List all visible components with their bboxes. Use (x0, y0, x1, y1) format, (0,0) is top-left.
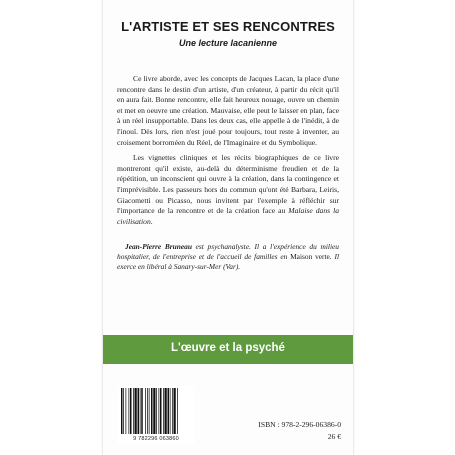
barcode-bar (174, 388, 176, 434)
book-subtitle: Une lecture lacanienne (178, 38, 278, 48)
barcode-bar (160, 388, 162, 434)
back-cover (103, 0, 353, 455)
barcode-bar (177, 388, 178, 434)
barcode-bar (159, 388, 160, 434)
barcode-bar (135, 388, 137, 434)
barcode-bar (140, 388, 141, 434)
barcode-bar (147, 388, 148, 434)
price: 26 € (327, 432, 341, 441)
blurb (117, 74, 339, 232)
blurb-paragraph-2-end: . (150, 216, 153, 226)
barcode-bar (145, 388, 146, 434)
barcode-bar (156, 388, 157, 434)
barcode-bar (123, 388, 124, 434)
author-bio-text-end: . Il exerce en libéral à Sanary-sur-Mer (Var). (117, 252, 339, 271)
isbn: ISBN : 978-2-296-06386-0 (258, 420, 341, 429)
blurb-book-reference: Malaise dans la civilisation (117, 206, 340, 226)
author-bio-text: est psychanalyste. Il a l'expérience du milieu hospitalier, de l'entreprise et de l'accueil de familles en (117, 242, 339, 261)
barcode-bar (163, 388, 164, 434)
blurb-paragraph-2 (117, 153, 339, 227)
blurb-paragraph-2-text: Les vignettes cliniques et les récits biographiques de ce livre montreront qu'il existe, au-delà du déterminisme freudien et de la répétition, un inconscient qui ouvre à la création, dans la contingence et l'imprévisible. Les passeurs hors du commun qu'ont été Barbara, Leiris, Giacometti ou Picasso, nous invitent par l'exemple à réfléchir sur l'importance de la rencontre et de la création face au (117, 153, 339, 216)
barcode-bar (126, 388, 127, 434)
barcode-bar (168, 388, 170, 434)
barcode-bar (151, 388, 153, 434)
barcode-bar (130, 388, 132, 434)
barcode-bar (138, 388, 140, 434)
blurb-paragraph-1: Ce livre aborde, avec les concepts de Jacques Lacan, la place d'une rencontre dans le destin d'un artiste, d'un créateur, à partir du récit qu'il en aura fait. Bonne rencontre, elle fait heureux nouage, ouvre un chemin et met en oeuvre une création. Mauvaise, elle peut le laisser en plan, face à un réel insupportable. Dans les deux cas, elle appelle à de l'inédit, à de l'inouï. Dès lors, rien n'est joué pour toujours, tout reste à inventer, au croisement borroméen du Réel, de l'Imaginaire et du Symbolique. (117, 74, 339, 147)
barcode-icon (117, 386, 195, 436)
barcode-bar (170, 388, 171, 434)
series-name: L'œuvre et la psyché (171, 342, 285, 354)
book-title: L'ARTISTE ET SES RENCONTRES (121, 19, 335, 34)
barcode-bar (129, 388, 130, 434)
barcode-bar (133, 388, 134, 434)
barcode-bar (165, 388, 167, 434)
author-bio (117, 242, 339, 272)
barcode-bar (149, 388, 150, 434)
barcode-bar (172, 388, 173, 434)
barcode-bar (141, 388, 143, 434)
barcode-bar (121, 388, 123, 434)
barcode-number: 9 782296 063860 (133, 436, 179, 442)
barcode-bar (153, 388, 155, 434)
author-name: Jean-Pierre Bruneau (125, 242, 192, 251)
author-bio-place: Maison verte (290, 252, 330, 261)
